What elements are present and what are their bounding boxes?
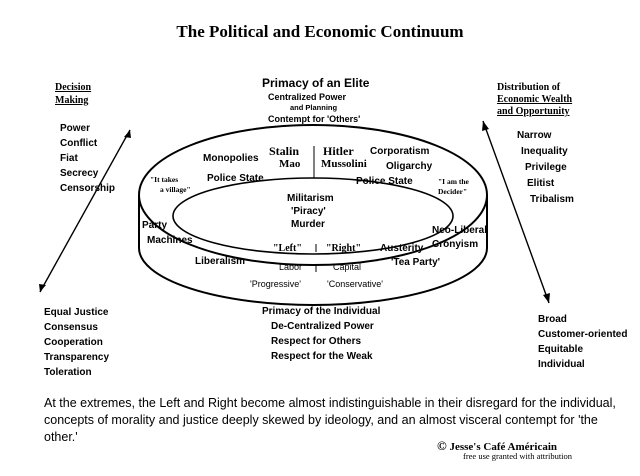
- right-bottom-item: Equitable: [538, 344, 584, 355]
- bottom-heading: Primacy of the Individual: [262, 306, 381, 317]
- label-conservative: 'Conservative': [327, 279, 383, 289]
- label-i-am: "I am the: [438, 177, 469, 186]
- copyright-icon: ©: [437, 438, 447, 453]
- right-top-heading-2: Economic Wealth: [497, 94, 573, 105]
- left-arrow-head-top: [124, 130, 131, 138]
- top-heading: Primacy of an Elite: [262, 76, 370, 90]
- left-top-heading-2: Making: [55, 95, 89, 106]
- label-austerity: Austerity: [380, 243, 424, 254]
- label-neo-liberal: Neo-Liberal: [432, 225, 488, 236]
- bottom-item: De-Centralized Power: [271, 321, 374, 332]
- label-it-takes: "It takes: [150, 175, 179, 184]
- right-top-item: Privilege: [525, 162, 567, 173]
- right-arrow-head-top: [482, 121, 489, 131]
- label-right: "Right": [326, 243, 361, 254]
- label-police-state-left: Police State: [207, 173, 264, 184]
- caption-text: At the extremes, the Left and Right become almost indistinguishable in their disregard for the individual, concepts of morality and justice deeply skewed by ideology, and an almost visceral contempt for 'the other.': [44, 396, 616, 444]
- label-monopolies: Monopolies: [203, 153, 259, 164]
- top-line-2: and Planning: [290, 103, 338, 112]
- left-bottom-item: Equal Justice: [44, 307, 109, 318]
- right-top-heading-1: Distribution of: [497, 82, 561, 93]
- label-militarism: Militarism: [287, 193, 334, 204]
- right-top-item: Inequality: [521, 146, 568, 157]
- label-left: "Left": [273, 243, 302, 254]
- label-cronyism: Cronyism: [432, 239, 479, 250]
- right-bottom-item: Customer-oriented: [538, 329, 628, 340]
- bottom-item: Respect for Others: [271, 336, 362, 347]
- left-top-item: Fiat: [60, 153, 78, 164]
- right-arrow-head-bottom: [543, 293, 550, 303]
- diagram-title: The Political and Economic Continuum: [176, 22, 464, 41]
- label-capital: Capital: [333, 262, 362, 272]
- left-bottom-item: Consensus: [44, 322, 98, 333]
- label-tea-party: 'Tea Party': [391, 257, 441, 268]
- right-bottom-list: [538, 312, 627, 372]
- right-top-item: Tribalism: [530, 194, 574, 205]
- bottom-item: Respect for the Weak: [271, 351, 373, 362]
- label-hitler: Hitler: [323, 144, 354, 158]
- label-decider: Decider": [438, 187, 468, 196]
- left-top-list: [60, 121, 115, 196]
- right-top-item: Narrow: [517, 130, 552, 141]
- label-mao: Mao: [279, 158, 301, 170]
- label-progressive: 'Progressive': [250, 279, 301, 289]
- label-a-village: a village": [160, 185, 191, 194]
- right-top-item: Elitist: [527, 178, 555, 189]
- label-machines: Machines: [147, 235, 193, 246]
- label-party: Party: [142, 220, 168, 231]
- left-top-item: Power: [60, 123, 91, 134]
- top-line-3: Contempt for 'Others': [268, 114, 361, 124]
- left-top-item: Conflict: [60, 138, 98, 149]
- right-top-heading-3: and Opportunity: [497, 106, 570, 117]
- right-bottom-item: Broad: [538, 314, 567, 325]
- left-arrow-head-bottom: [39, 284, 46, 292]
- left-bottom-item: Cooperation: [44, 337, 103, 348]
- left-top-heading-1: Decision: [55, 82, 92, 93]
- left-bottom-item: Transparency: [44, 352, 110, 363]
- label-oligarchy: Oligarchy: [386, 161, 433, 172]
- label-liberalism: Liberalism: [195, 256, 246, 267]
- label-piracy: 'Piracy': [291, 206, 326, 217]
- label-stalin: Stalin: [269, 144, 300, 158]
- right-bottom-item: Individual: [538, 359, 585, 370]
- top-line-1: Centralized Power: [268, 92, 347, 102]
- credit-note: free use granted with attribution: [463, 451, 573, 461]
- label-labor: Labor: [279, 262, 303, 272]
- label-mussolini: Mussolini: [321, 158, 367, 170]
- left-bottom-item: Toleration: [44, 367, 92, 378]
- credit-name: Jesse's Café Américain: [449, 441, 557, 453]
- left-bottom-list: [44, 305, 109, 380]
- left-top-item: Censorship: [60, 183, 116, 194]
- label-police-state-right: Police State: [356, 176, 413, 187]
- left-top-item: Secrecy: [60, 168, 99, 179]
- label-murder: Murder: [291, 219, 325, 230]
- label-corporatism: Corporatism: [370, 146, 430, 157]
